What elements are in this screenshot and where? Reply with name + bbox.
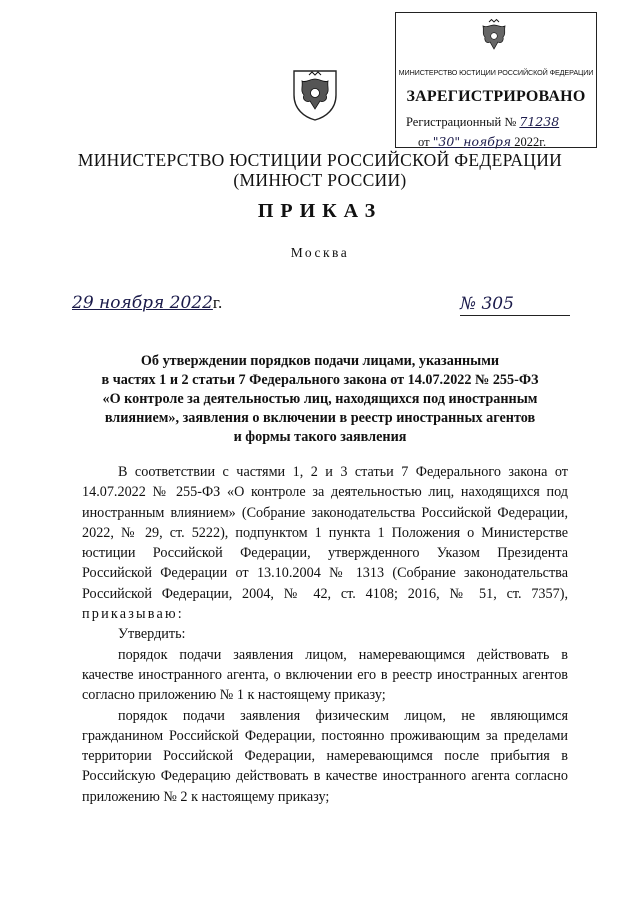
stamp-date-month: ноября [463, 134, 512, 149]
stamp-registration-date [418, 134, 546, 150]
order-date-suffix: г. [212, 293, 223, 312]
stamp-registration-number [406, 114, 559, 130]
order-date-handwritten: 29 ноября 2022 [72, 293, 213, 313]
heading-line: в частях 1 и 2 статьи 7 Федерального закона от 14.07.2022 № 255-ФЗ [101, 372, 539, 388]
order-date [72, 293, 222, 313]
heading-line: влиянием», заявления о включении в реестр иностранных агентов [104, 410, 536, 426]
registration-stamp [395, 12, 597, 148]
preamble-text: В соответствии с частями 1, 2 и 3 статьи 7 Федерального закона от 14.07.2022 № 255-ФЗ «О контроле за деятельностью лиц, находящихся под иностранным влиянием» (Собрание законодательства Российской Федерации, 2022, № 29, ст. 5222), подпунктом 1 пункта 1 Положения о Министерстве юстиции Российской Федерации, утвержденного Указом Президента Российской Федерации от 13.10.2004 № 1313 (Собрание законодательства Российской Федерации, 2004, № 42, ст. 4108; 2016, № 51, ст. 7357), [82, 464, 568, 602]
stamp-ministry-text: МИНИСТЕРСТВО ЮСТИЦИИ РОССИЙСКОЙ ФЕДЕРАЦИИ [398, 68, 594, 77]
body-paragraph-item-2: порядок подачи заявления физическим лицом, не являющимся гражданином Российской Федерации, постоянно проживающим за пределами территории Российской Федерации, намеревающимся после прибытия в Российскую Федерацию действовать в качестве иностранного агента согласно приложению № 2 к настоящему приказу; [82, 707, 568, 805]
city-name: Москва [290, 245, 350, 260]
body-paragraph-preamble [82, 462, 568, 624]
stamp-date-year: 2022г. [514, 135, 547, 149]
order-number-handwritten: № 305 [460, 294, 514, 314]
stamp-reg-number-handwritten: 71238 [519, 114, 560, 129]
heading-line: Об утверждении порядков подачи лицами, указанными [140, 353, 500, 369]
ministry-short-name: (МИНЮСТ РОССИИ) [233, 170, 407, 190]
coat-of-arms-emblem-icon [290, 65, 340, 121]
stamp-date-day: "30" [432, 134, 461, 149]
heading-line: «О контроле за деятельностью лиц, находящихся под иностранным [102, 391, 538, 407]
stamp-emblem-icon [476, 17, 512, 57]
body-paragraph-item-1: порядок подачи заявления лицом, намеревающимся действовать в качестве иностранного агента, о включении его в реестр иностранных агентов согласно приложению № 1 к настоящему приказу; [82, 646, 568, 704]
order-body [82, 462, 568, 807]
stamp-reg-label: Регистрационный № [406, 115, 517, 129]
document-type-title: ПРИКАЗ [257, 200, 383, 222]
ministry-name: МИНИСТЕРСТВО ЮСТИЦИИ РОССИЙСКОЙ ФЕДЕРАЦИИ [77, 150, 563, 170]
body-paragraph-approve: Утвердить: [118, 626, 186, 643]
heading-line: и формы такого заявления [233, 429, 407, 445]
order-heading [40, 352, 600, 447]
stamp-registered-text: ЗАРЕГИСТРИРОВАНО [406, 88, 586, 105]
order-directive: приказываю: [82, 606, 184, 623]
order-number [460, 293, 570, 316]
stamp-date-prefix: от [418, 135, 430, 149]
